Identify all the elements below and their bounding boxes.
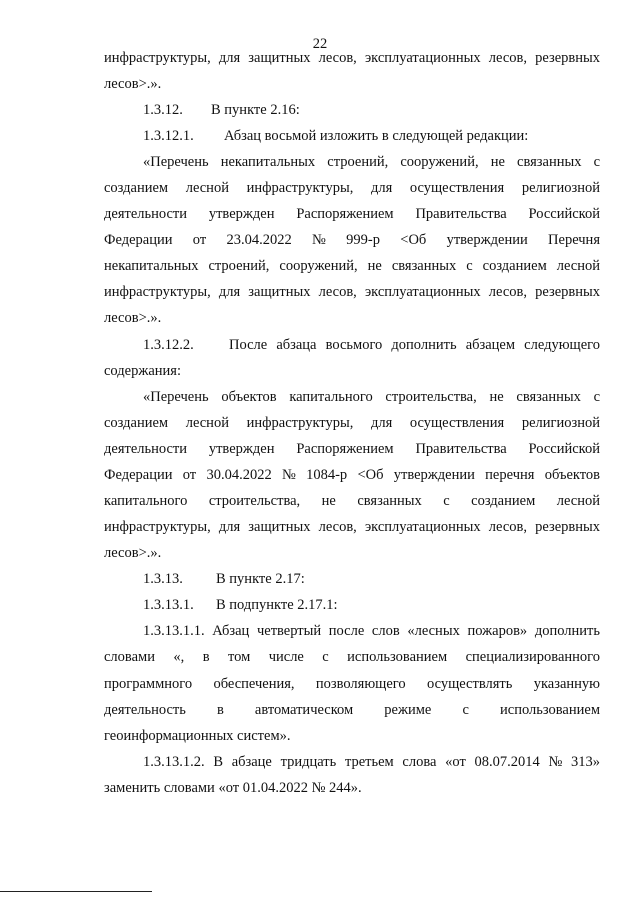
word: эксплуатационных — [364, 519, 481, 535]
word: некапитальных — [104, 258, 199, 274]
word: лесов, — [318, 284, 357, 300]
word: 1.3.13.1.1. — [143, 623, 205, 639]
word: осуществления — [409, 180, 505, 196]
text-line: содержания: — [104, 363, 182, 379]
word: не — [489, 389, 504, 405]
word: с — [593, 389, 600, 405]
text-line — [143, 753, 600, 772]
word: Абзац — [212, 623, 250, 639]
word: лесов, — [488, 519, 527, 535]
word: режиме — [384, 702, 432, 718]
word: слова — [402, 754, 437, 770]
word: № — [312, 232, 326, 248]
word: связанных — [517, 154, 582, 170]
text-line — [104, 414, 600, 433]
word: с — [322, 649, 329, 665]
word: абзацем — [465, 337, 516, 353]
word: указанную — [533, 676, 600, 692]
word: Федерации — [104, 232, 173, 248]
word: перечня — [485, 467, 535, 483]
word: Распоряжением — [296, 206, 394, 222]
text-line — [104, 492, 600, 511]
word: религиозной — [521, 415, 600, 431]
word: от — [192, 232, 207, 248]
word: обеспечения, — [213, 676, 295, 692]
text-line — [104, 648, 600, 667]
word: после — [328, 623, 365, 639]
word: деятельность — [104, 702, 186, 718]
word: лесной — [185, 180, 229, 196]
text-line — [104, 283, 600, 302]
word: Распоряжением — [296, 441, 394, 457]
page-number: 22 — [312, 36, 328, 52]
word: лесов, — [318, 50, 357, 66]
text-line — [104, 257, 600, 276]
word: абзаце — [231, 754, 272, 770]
text-line: лесов>.». — [104, 545, 162, 561]
word: защитных — [248, 519, 311, 535]
word: 23.04.2022 — [226, 232, 292, 248]
word: эксплуатационных — [364, 50, 481, 66]
word: «Перечень — [143, 389, 209, 405]
word: созданием — [104, 180, 169, 196]
word: третьем — [344, 754, 394, 770]
word: созданием — [104, 415, 169, 431]
word: защитных — [248, 284, 311, 300]
word: связанных — [516, 389, 581, 405]
word: для — [370, 415, 393, 431]
word: с — [593, 154, 600, 170]
word: лесной — [556, 493, 600, 509]
text-line — [143, 388, 600, 407]
word: словами — [104, 649, 155, 665]
word: капитального — [104, 493, 188, 509]
text-line — [143, 153, 600, 172]
word: инфраструктуры, — [104, 519, 211, 535]
word: 313» — [571, 754, 600, 770]
word: некапитальных — [220, 154, 316, 170]
word: 1084-р — [306, 467, 348, 483]
text-line — [104, 466, 600, 485]
word: № — [548, 754, 563, 770]
word: для — [218, 50, 241, 66]
word: деятельности — [104, 206, 188, 222]
word: 1.3.13.1.2. — [143, 754, 205, 770]
word: № — [281, 467, 296, 483]
word: использованием — [500, 702, 600, 718]
word: лесной — [556, 258, 600, 274]
word: инфраструктуры, — [104, 284, 211, 300]
word: сооружений, — [279, 258, 358, 274]
text-line: В подпункте 2.17.1: — [216, 597, 338, 613]
text-line: 1.3.12.2. — [143, 337, 194, 353]
word: строений, — [327, 154, 389, 170]
word: использованием — [347, 649, 448, 665]
word: в — [202, 649, 210, 665]
text-line — [104, 701, 600, 720]
word: резервных — [535, 519, 600, 535]
text-line: лесов>.». — [104, 310, 162, 326]
text-line — [104, 179, 600, 198]
word: строений, — [208, 258, 270, 274]
word: В — [213, 754, 223, 770]
word: 30.04.2022 — [206, 467, 272, 483]
word: Российской — [528, 206, 600, 222]
word: «, — [173, 649, 185, 665]
text-line — [104, 231, 600, 250]
text-line: лесов>.». — [104, 76, 162, 92]
word: пожаров» — [467, 623, 528, 639]
word: 999-р — [346, 232, 380, 248]
word: лесной — [185, 415, 229, 431]
word: сооружений, — [400, 154, 479, 170]
text-line: Абзац восьмой изложить в следующей редакции: — [224, 128, 529, 144]
word: После — [229, 337, 268, 353]
word: деятельности — [104, 441, 188, 457]
word: религиозной — [521, 180, 600, 196]
word: восьмого — [325, 337, 383, 353]
word: утвержден — [208, 441, 275, 457]
word: созданием — [471, 493, 536, 509]
word: дополнить — [534, 623, 600, 639]
word: строительства, — [208, 493, 301, 509]
word: лесов, — [488, 50, 527, 66]
word: от — [182, 467, 197, 483]
word: осуществления — [409, 415, 505, 431]
text-line — [143, 622, 600, 641]
word: объектов — [221, 389, 277, 405]
text-line — [104, 205, 600, 224]
word: лесов, — [488, 284, 527, 300]
word: с — [443, 493, 450, 509]
text-line — [229, 336, 600, 355]
text-line: 1.3.13.1. — [143, 597, 194, 613]
word: созданием — [482, 258, 547, 274]
word: инфраструктуры, — [104, 50, 211, 66]
word: том — [227, 649, 251, 665]
word: тридцать — [280, 754, 337, 770]
word: лесов, — [318, 519, 357, 535]
word: резервных — [535, 50, 600, 66]
word: утвержден — [208, 206, 275, 222]
text-line: заменить словами «от 01.04.2022 № 244». — [104, 780, 362, 796]
word: четвертый — [256, 623, 322, 639]
word: эксплуатационных — [364, 284, 481, 300]
word: для — [218, 284, 241, 300]
text-line — [104, 518, 600, 537]
word: связанных — [391, 258, 457, 274]
word: следующего — [524, 337, 600, 353]
word: Федерации — [104, 467, 173, 483]
word: с — [466, 258, 473, 274]
footnote-separator — [0, 891, 152, 892]
word: связанных — [357, 493, 422, 509]
word: не — [367, 258, 382, 274]
text-line: 1.3.13. — [143, 571, 183, 587]
text-line: геоинформационных систем». — [104, 728, 291, 744]
word: Правительства — [415, 441, 507, 457]
word: <Об — [400, 232, 427, 248]
word: <Об — [357, 467, 384, 483]
word: «Перечень — [143, 154, 209, 170]
word: строительства, — [385, 389, 477, 405]
word: осуществлять — [426, 676, 513, 692]
word: «от — [445, 754, 466, 770]
word: с — [462, 702, 469, 718]
word: специализированного — [465, 649, 600, 665]
word: автоматическом — [254, 702, 354, 718]
text-line: В пункте 2.17: — [216, 571, 305, 587]
word: в — [216, 702, 224, 718]
word: не — [321, 493, 336, 509]
text-line: 1.3.12.1. — [143, 128, 194, 144]
text-line: 1.3.12. — [143, 102, 183, 118]
word: не — [490, 154, 505, 170]
text-line: В пункте 2.16: — [211, 102, 300, 118]
word: 08.07.2014 — [474, 754, 540, 770]
word: «лесных — [407, 623, 460, 639]
word: Правительства — [415, 206, 507, 222]
text-line — [104, 49, 600, 68]
word: дополнить — [391, 337, 457, 353]
word: Перечня — [548, 232, 600, 248]
word: капитального — [289, 389, 373, 405]
word: объектов — [544, 467, 600, 483]
word: Российской — [528, 441, 600, 457]
word: программного — [104, 676, 193, 692]
word: инфраструктуры, — [246, 415, 354, 431]
word: защитных — [248, 50, 311, 66]
word: абзаца — [276, 337, 317, 353]
word: слов — [371, 623, 400, 639]
text-line — [104, 440, 600, 459]
word: позволяющего — [315, 676, 406, 692]
word: резервных — [535, 284, 600, 300]
text-line — [104, 675, 600, 694]
word: утверждении — [393, 467, 475, 483]
word: числе — [268, 649, 304, 665]
word: для — [370, 180, 393, 196]
word: инфраструктуры, — [246, 180, 354, 196]
word: утверждении — [446, 232, 528, 248]
word: для — [218, 519, 241, 535]
